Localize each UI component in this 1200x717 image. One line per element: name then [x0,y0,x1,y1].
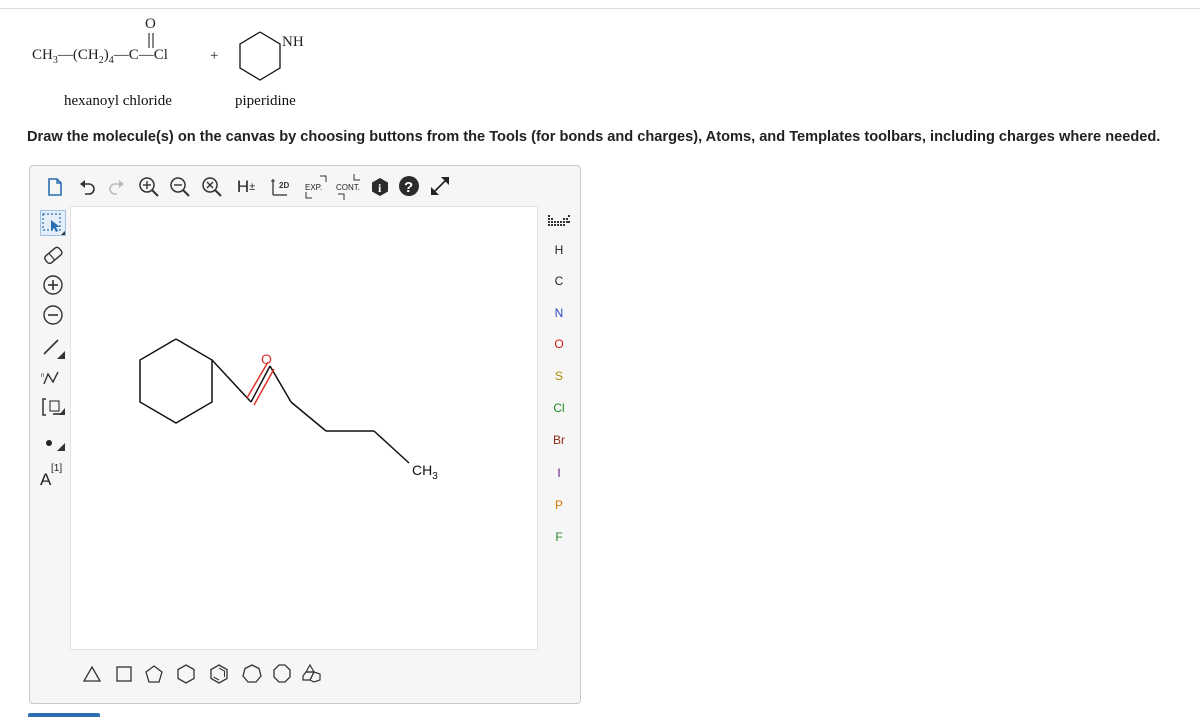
benzene-template-icon[interactable] [207,662,231,686]
atom-button-p[interactable]: P [554,498,563,512]
carbonyl-bond [254,369,274,405]
piperidine-ring [235,28,285,84]
new-document-icon[interactable] [44,176,66,198]
atom-button-c[interactable]: C [554,274,564,288]
periodic-table-icon[interactable] [538,208,580,234]
hexanoyl-chloride-formula [32,47,168,66]
atom-button-i[interactable]: I [557,466,561,480]
instructions-text: Draw the molecule(s) on the canvas by choosing buttons from the Tools (for bonds and charges), Atoms, and Templates toolbars, including charges where needed. [27,129,1161,145]
help-label: ? [404,179,414,196]
selection-tool[interactable] [40,210,66,236]
cyclohexane-ring [140,339,212,423]
formula-part: —(CH [57,47,99,63]
formula-sub: 3 [52,55,58,66]
radical-tool-icon[interactable] [40,428,66,454]
atom-button-br[interactable]: Br [553,433,565,447]
cyclobutane-template-icon[interactable] [112,662,136,686]
bond [291,402,326,431]
cyclopentane-template-icon[interactable] [142,662,166,686]
lasso-select-icon [41,211,65,235]
atom-button-f[interactable]: F [555,530,563,544]
cycloheptane-template-icon[interactable] [240,662,264,686]
plus-sign: + [210,48,219,64]
drawing-canvas[interactable] [70,206,538,650]
top-divider [0,8,1200,9]
cyclooctane-template-icon[interactable] [270,662,294,686]
info-button[interactable] [370,176,390,198]
atom-button-o[interactable]: O [554,337,564,351]
help-icon [398,175,420,197]
hydrogen-toggle-button[interactable] [230,174,262,200]
top-toolbar [30,166,580,206]
clean-2d-icon [269,175,299,199]
zoom-out-icon[interactable] [168,175,192,199]
formula-sub: 4 [108,55,114,66]
zoom-reset-icon[interactable] [200,175,224,199]
tools-toolbar [30,206,70,646]
fullscreen-icon[interactable] [428,174,452,198]
atom-button-n[interactable]: N [554,306,564,320]
drawn-molecule [71,207,537,649]
h-label: H [236,177,250,196]
ch3-sub: 3 [432,471,438,482]
bond [251,366,270,402]
atom-button-s[interactable]: S [554,369,563,383]
svg-text:n: n [41,373,45,379]
expand-label: EXP. [305,183,323,192]
contract-label: CONT. [336,183,360,192]
piperidine-nh: NH [282,34,304,50]
positive-charge-icon[interactable] [40,272,66,298]
ch3-c: CH [412,462,433,478]
eraser-icon[interactable] [40,242,66,268]
oxygen-atom-label: O [261,351,272,367]
negative-charge-icon[interactable] [40,302,66,328]
info-label: i [378,181,382,195]
carbonyl-bond [247,362,268,398]
formula-sub: 2 [98,55,104,66]
bond [374,431,409,463]
info-icon [371,177,389,197]
h-pm-label: ± [249,181,256,193]
single-bond-icon[interactable] [40,334,66,360]
templates-toolbar [70,656,538,696]
contract-button[interactable] [334,172,364,202]
atom-map-index: [1] [51,463,63,474]
chain-tool-icon[interactable] [40,364,66,390]
scroll-indicator [28,713,100,717]
atom-button-h[interactable]: H [554,243,564,257]
clean-2d-button[interactable] [269,174,299,200]
reactant2-label: piperidine [235,93,296,109]
reactant1-label: hexanoyl chloride [64,93,172,109]
atom-map-button[interactable] [38,460,68,490]
help-button[interactable] [397,174,421,198]
formula-part: —C—Cl [113,47,168,63]
carbonyl-oxygen: O [145,16,156,32]
atoms-toolbar [538,206,580,646]
formula-part: CH [32,47,53,63]
undo-icon[interactable] [76,176,98,198]
redo-icon[interactable] [106,176,128,198]
expand-button[interactable] [302,172,330,202]
atom-button-cl[interactable]: Cl [553,401,565,415]
clean-2d-label: 2D [279,181,290,190]
cyclopropane-template-icon[interactable] [80,662,104,686]
cyclohexane-template-icon[interactable] [174,662,198,686]
atom-map-label: A [40,470,52,489]
formula-part: ) [103,47,109,63]
bond [212,360,251,402]
template-library-icon[interactable] [300,662,324,686]
ch3-label [412,462,438,482]
zoom-in-icon[interactable] [137,175,161,199]
molecule-editor [29,165,581,704]
bracket-tool-icon[interactable] [40,394,66,420]
